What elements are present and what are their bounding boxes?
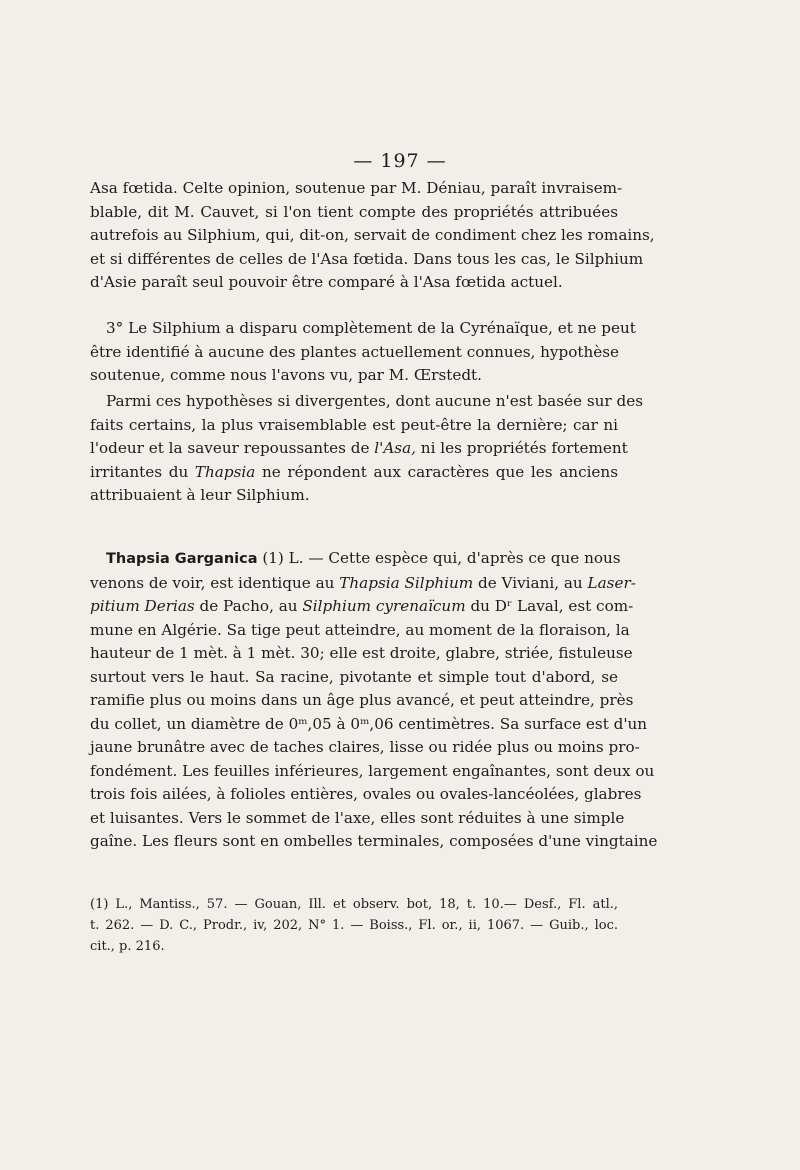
text-span: du Dʳ Laval, est com- (465, 597, 634, 615)
text-line: être identifié à aucune des plantes actuellement connues, hypothèse (90, 342, 620, 361)
italic-term: Silphium cyrenaïcum (302, 597, 466, 615)
paragraph-3 (90, 390, 643, 508)
text-line: blable, dit M. Cauvet, si l'on tient compte des propriétés attribuées (90, 202, 618, 221)
italic-term: Thapsia Silphium (339, 573, 474, 592)
italic-term: l'Asa, (374, 439, 416, 457)
text-line: fondément. Les feuilles inférieures, largement engaînantes, sont deux ou (90, 761, 655, 780)
paragraph-1 (90, 177, 655, 295)
paragraph-2 (90, 317, 636, 388)
italic-term: Laser- (587, 573, 636, 592)
text-span: ne répondent aux caractères que les anciens (255, 462, 618, 481)
text-line: ramifie plus ou moins dans un âge plus avancé, et peut atteindre, près (90, 691, 634, 709)
text-line: surtout vers le haut. Sa racine, pivotante et simple tout d'abord, se (90, 667, 618, 686)
text-line (90, 547, 621, 572)
paragraph-4 (90, 547, 658, 854)
text-line: autrefois au Silphium, qui, dit-on, servait de condiment chez les romains, (90, 226, 655, 244)
footnote-line: cit., p. 216. (90, 939, 165, 954)
italic-term: Thapsia (194, 462, 256, 481)
species-heading: Thapsia Garganica (106, 551, 258, 567)
page-number: — 197 — (353, 150, 447, 172)
text-line: gaîne. Les fleurs sont en ombelles terminales, composées d'une vingtaine (90, 832, 658, 850)
text-span: irritantes du (90, 462, 195, 481)
text-line: d'Asie paraît seul pouvoir être comparé à l'Asa fœtida actuel. (90, 273, 563, 291)
text-line: du collet, un diamètre de 0ᵐ,05 à 0ᵐ,06 centimètres. Sa surface est d'un (90, 714, 648, 733)
text-line: attribuaient à leur Silphium. (90, 486, 310, 504)
text-line (90, 437, 628, 461)
text-span: l'odeur et la saveur repoussantes de (90, 439, 375, 457)
text-span: ni les propriétés fortement (415, 439, 628, 457)
footnote-line: t. 262. — D. C., Prodr., iv, 202, N° 1. — Boiss., Fl. or., ii, 1067. — Guib., loc. (90, 918, 618, 933)
text-span: de Pacho, au (194, 597, 303, 615)
footnote-line: (1) L., Mantiss., 57. — Gouan, Ill. et observ. bot, 18, t. 10.— Desf., Fl. atl., (90, 897, 618, 912)
text-line: jaune brunâtre avec de taches claires, lisse ou ridée plus ou moins pro- (90, 738, 640, 756)
text-line: et luisantes. Vers le sommet de l'axe, elles sont réduites à une simple (90, 808, 625, 827)
text-span: venons de voir, est identique au (90, 573, 340, 592)
footnote (90, 894, 618, 957)
text-line (90, 572, 636, 596)
text-line: soutenue, comme nous l'avons vu, par M. Œrstedt. (90, 366, 482, 384)
text-line: mune en Algérie. Sa tige peut atteindre, au moment de la floraison, la (90, 620, 630, 639)
text-line: faits certains, la plus vraisemblable est peut-être la dernière; car ni (90, 415, 618, 434)
text-line (90, 595, 634, 619)
text-line: Parmi ces hypothèses si divergentes, dont aucune n'est basée sur des (106, 392, 643, 410)
text-span: de Viviani, au (473, 573, 588, 592)
text-line: Asa fœtida. Celte opinion, soutenue par M. Déniau, paraît invraisem- (90, 179, 623, 197)
text-line (90, 461, 618, 485)
text-line: trois fois ailées, à folioles entières, ovales ou ovales-lancéolées, glabres (90, 785, 642, 803)
text-line: hauteur de 1 mèt. à 1 mèt. 30; elle est droite, glabre, striée, fistuleuse (90, 644, 633, 662)
italic-term: pitium Derias (90, 597, 195, 615)
text-span: (1) L. — Cette espèce qui, d'après ce que nous (257, 549, 621, 567)
text-line: et si différentes de celles de l'Asa fœtida. Dans tous les cas, le Silphium (90, 249, 644, 268)
text-line: 3° Le Silphium a disparu complètement de la Cyrénaïque, et ne peut (106, 319, 636, 337)
